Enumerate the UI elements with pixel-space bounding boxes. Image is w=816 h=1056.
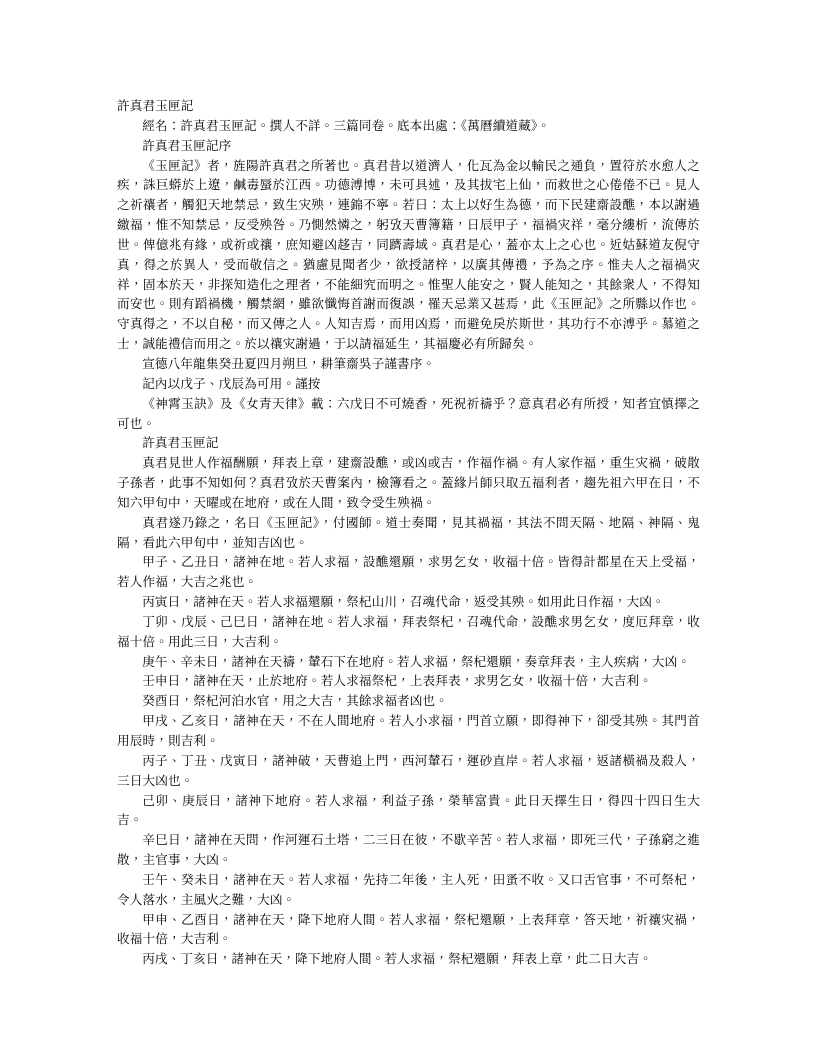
paragraph-note-wuzi: 記內以戊子、戊辰為可用。謹按	[142, 375, 321, 391]
paragraph-colophon: 宣德八年龍集癸丑夏四月朔旦，耕筆齋吳子謹書序。	[142, 355, 436, 371]
paragraph-day-jiashen-yiyou: 甲申、乙酉日，諸神在天，降下地府人間。若人求福，祭杞還願，上表拜章，答天地，祈禳灾禍，收福十倍，大吉利。	[117, 911, 700, 947]
paragraph-day-bingyin: 丙寅日，諸神在天。若人求福還願，祭杞山川，召魂代命，返受其殃。如用此日作福，大凶。	[142, 594, 665, 610]
paragraph-day-xinsi: 辛巳日，諸神在天問，作河運石土塔，二三日在彼，不歇辛苦。若人求福，即死三代，子孫窮之進散，主官事，大凶。	[117, 832, 700, 868]
paragraph-title-line: 許真君玉匣記	[117, 98, 194, 113]
paragraph-main-intro: 真君見世人作福酬願，拜表上章，建齋設醮，或凶或吉，作福作禍。有人家作福，重生灾禍，破散子孫者，此事不知如何？真君攷於天曹案內，檢簿看之。蓋緣片師只取五福利者，趨先祖六甲在日，不知六甲旬中，天曜或在地府，或在人間，致令受生殃禍。	[117, 455, 700, 510]
paragraph-day-renshen: 壬申日，諸神在天，止於地府。若人求福祭杞，上表拜表，求男乞女，收福十倍，大吉利。	[142, 673, 652, 689]
paragraph-scripture-name: 經名：許真君玉匣記。撰人不詳。三篇同卷。底本出處：《萬曆續道藏》。	[142, 117, 551, 133]
paragraph-day-guiyou: 癸酉日，祭杞河泊水官，用之大吉，其餘求福者凶也。	[142, 693, 449, 709]
paragraph-day-renwu-guiwei: 壬午、癸未日，諸神在天。若人求福，先持二年後，主人死，田蚤不收。又口舌官事，不可祭杞，令人落水，主風火之難，大凶。	[117, 871, 700, 907]
paragraph-day-bingzi-dingchou-wuyin: 丙子、丁丑、戊寅日，諸神破，天曹追上門，西河輦石，運砂直岸。若人求福，返諸橫禍及殺人，三日大凶也。	[117, 752, 700, 788]
paragraph-preface-body: 《玉匣記》者，旌陽許真君之所著也。真君昔以道濟人，化瓦為金以輸民之通負，置符於水愈人之疾，誅巨蟒於上遼，鹹毒蜃於江西。功德溥博，未可具述，及其拔宅上仙，而救世之心倦倦不已。見人之祈禳者，觸犯天地禁忌，致生灾殃，連錦不寧。若曰：太上以好生為德，而下民建齋設醮，本以謝過繳福，惟不知禁忌，反受殃咎。乃惻然憐之，躬攷天曹簿籍，日辰甲子，福禍灾祥，毫分縷析，流傳於世。俾億兆有緣，或祈或禳，庶知避凶趍吉，同躋壽域。真君是心，蓋亦太上之心也。近姑蘇道友倪守真，得之於異人，受而敬信之。猶慮見聞者少，欲授諸梓，以廣其傳禮，予為之序。惟夫人之福禍灾祥，固本於天，非探知造化之理者，不能細究而明之。惟聖人能安之，賢人能知之，其餘衆人，不得知而安也。則有蹈禍機，觸禁網，雖欲懺悔首謝而復誤，罹天忌業又甚焉，此《玉匣記》之所縣以作也。守真得之，不以自秘，而又傳之人。人知吉焉，而用凶焉，而避免戾於斯世，其功行不亦溥乎。慕道之士，誠能禮信而用之。於以禳灾謝過，于以請福延生，其福慶必有所歸矣。	[117, 157, 700, 352]
paragraph-day-dingmao-wuchen-jisi: 丁卯、戊辰、己巳日，諸神在地。若人求福，拜表祭杞，召魂代命，設醮求男乞女，度厄拜章，收福十倍。用此三日，大吉利。	[117, 613, 700, 649]
paragraph-note-shenxiao: 《神霄玉訣》及《女青天律》載：六戊日不可燒香，死祝祈禱乎？意真君必有所授，知者宜慎擇之可也。	[117, 395, 700, 431]
paragraph-day-jiaxu-yihai: 甲戌、乙亥日，諸神在天，不在人間地府。若人小求福，門首立願，即得神下，卻受其殃。其門首用辰時，則吉利。	[117, 713, 700, 748]
paragraph-day-bingxu-dinghai: 丙戌、丁亥日，諸神在天，降下地府人間。若人求福，祭杞還願，拜表上章，此二日大吉。	[142, 951, 652, 967]
paragraph-day-gengwu-xinwei: 庚午、辛未日，諸神在天禱，輦石下在地府。若人求福，祭杞還願，奏章拜表，主人疾病，大凶。	[142, 653, 691, 669]
paragraph-main-record: 真君遂乃錄之，名曰《玉匣記》，付國師。道士奏聞，見其禍福，其法不問天隔、地隔、神隔、鬼隔，看此六甲旬中，並知吉凶也。	[117, 514, 700, 550]
document-body	[117, 96, 700, 969]
paragraph-main-heading: 許真君玉匣記	[142, 435, 219, 451]
paragraph-preface-heading: 許真君玉匣記序	[142, 137, 232, 153]
paragraph-day-jimao-gengchen: 己卯、庚辰日，諸神下地府。若人求福，利益子孫，榮華富貴。此日天擇生日，得四十四日生大吉。	[117, 792, 700, 828]
paragraph-day-jiazi-yichou: 甲子、乙丑日，諸神在地。若人求福，設醮還願，求男乞女，收福十倍。皆得計都星在天上受福，若人作福，大吉之兆也。	[117, 554, 700, 590]
